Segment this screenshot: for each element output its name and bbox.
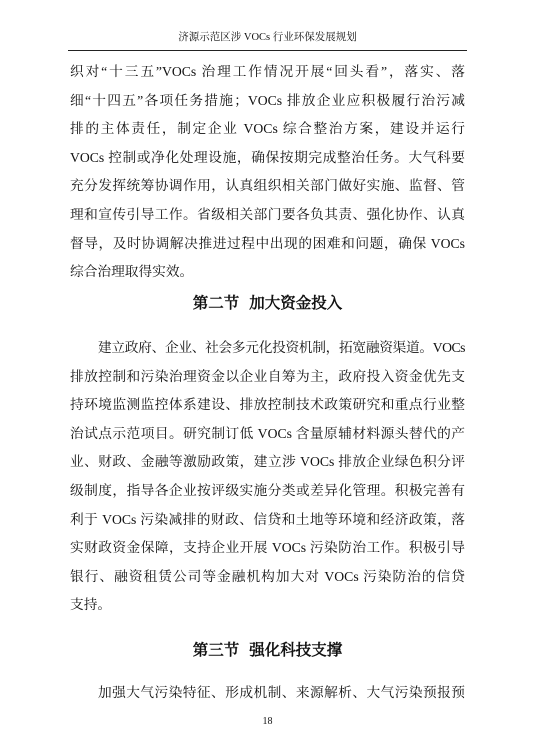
paragraph-line: 治试点示范项目。研究制订低 VOCs 含量原辅材料源头替代的产 [70,425,465,441]
paragraph-line: 排的主体责任，制定企业 VOCs 综合整治方案，建设并运行 [70,121,465,137]
section-heading: 第三节 强化科技支撑 [192,642,343,659]
paragraph-line: VOCs 控制或净化处理设施，确保按期完成整治任务。大气科要 [70,149,465,165]
paragraph [70,334,465,620]
running-header [68,31,467,45]
paragraph-line: 实财政资金保障，支持企业开展 VOCs 污染防治工作。积极引导 [70,540,465,556]
paragraph [70,58,465,287]
paragraph-line: 利于 VOCs 污染减排的财政、信贷和土地等环境和经济政策，落 [70,511,465,527]
paragraph-line: 支持。 [70,597,112,613]
paragraph-line: 银行、融资租赁公司等金融机构加大对 VOCs 污染防治的信贷 [70,568,465,584]
paragraph-line: 业、财政、金融等激励政策，建立涉 VOCs 排放企业绿色积分评 [70,454,465,470]
section-heading: 第二节 加大资金投入 [192,295,343,312]
paragraph-line: 理和宣传引导工作。省级相关部门要各负其责、强化协作、认真 [70,206,465,222]
paragraph-line: 督导，及时协调解决推进过程中出现的困难和问题，确保 VOCs [70,235,465,251]
paragraph-line: 建立政府、企业、社会多元化投资机制，拓宽融资渠道。VOCs [98,340,465,355]
paragraph-line: 综合治理取得实效。 [70,264,194,280]
paragraph-line: 持环境监测监控体系建设、排放控制技术政策研究和重点行业整 [70,397,465,413]
paragraph-line: 级制度，指导各企业按评级实施分类或差异化管理。积极完善有 [70,482,465,498]
header-rule [68,50,467,51]
paragraph-line: 加强大气污染特征、形成机制、来源解析、大气污染预报预 [98,685,465,700]
paragraph-line: 充分发挥统筹协调作用，认真组织相关部门做好实施、监督、管 [70,178,465,194]
paragraph-line: 织对“十三五”VOCs 治理工作情况开展“回头看”，落实、落 [70,64,465,79]
document-title: 济源示范区涉 VOCs 行业环保发展规划 [178,32,357,43]
paragraph-line: 排放控制和污染治理资金以企业自筹为主，政府投入资金优先支 [70,368,465,384]
paragraph [70,679,465,708]
page-number: 18 [262,716,273,727]
paragraph-line: 细“十四五”各项任务措施；VOCs 排放企业应积极履行治污减 [70,92,465,108]
